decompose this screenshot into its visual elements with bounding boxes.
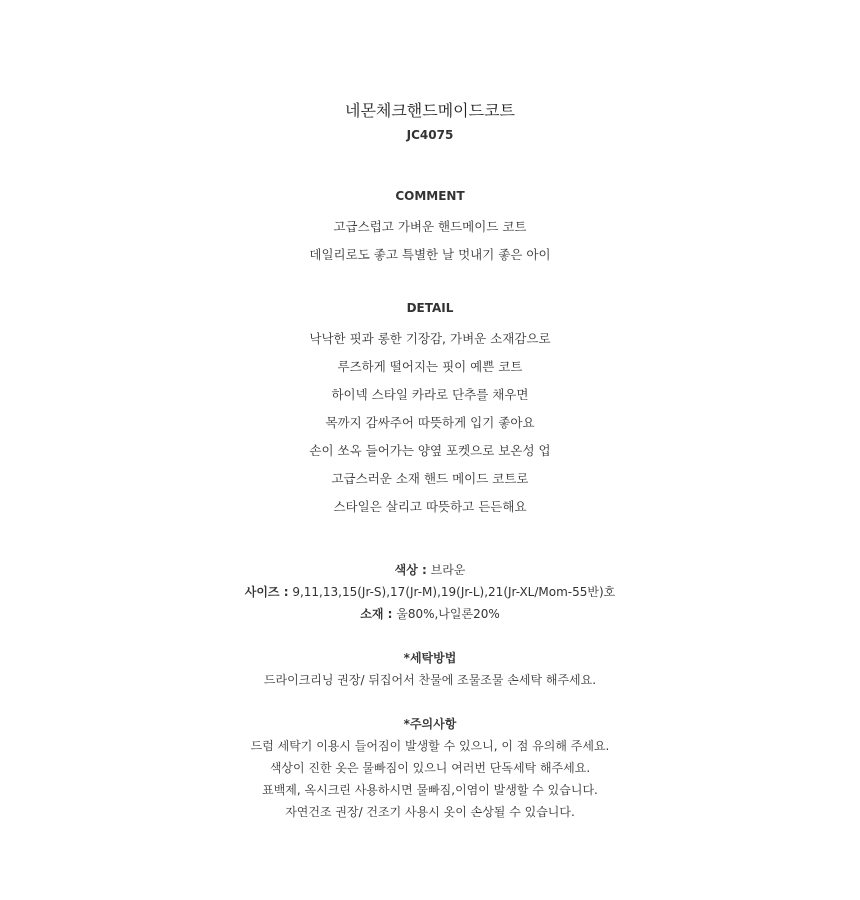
- spec-size-label: 사이즈 :: [244, 585, 289, 599]
- spec-size: [0, 583, 860, 600]
- product-name: 네몬체크핸드메이드코트: [344, 101, 516, 120]
- spec-color-value: 브라운: [426, 563, 466, 577]
- detail-heading: DETAIL: [406, 301, 454, 315]
- spec-color-label: 색상 :: [394, 563, 427, 577]
- spec-material-value: 울80%,나일론20%: [392, 607, 500, 621]
- caution-line: 드럼 세탁기 이용시 들어짐이 발생할 수 있으니, 이 점 유의해 주세요.: [250, 739, 610, 753]
- detail-line: 루즈하게 떨어지는 핏이 예쁜 코트: [337, 359, 523, 374]
- caution-heading: *주의사항: [403, 717, 457, 731]
- comment-line: 데일리로도 좋고 특별한 날 멋내기 좋은 아이: [309, 247, 551, 262]
- detail-line: 스타일은 살리고 따뜻하고 든든해요: [333, 499, 527, 514]
- caution-line: 자연건조 권장/ 건조기 사용시 옷이 손상될 수 있습니다.: [285, 805, 575, 819]
- detail-line: 하이넥 스타일 카라로 단추를 채우면: [331, 387, 529, 402]
- product-code: JC4075: [406, 128, 454, 142]
- detail-line: 목까지 감싸주어 따뜻하게 입기 좋아요: [325, 415, 535, 430]
- spec-material-label: 소재 :: [360, 607, 393, 621]
- spec-size-value: 9,11,13,15(Jr-S),17(Jr-M),19(Jr-L),21(Jr-XL/Mom-55반)호: [288, 585, 616, 599]
- detail-line: 낙낙한 핏과 롱한 기장감, 가벼운 소재감으로: [309, 331, 551, 346]
- detail-line: 고급스러운 소재 핸드 메이드 코트로: [331, 471, 529, 486]
- spec-color: [0, 561, 860, 578]
- comment-heading: COMMENT: [395, 189, 465, 203]
- detail-line: 손이 쏘옥 들어가는 양옆 포켓으로 보온성 업: [309, 443, 551, 458]
- caution-line: 표백제, 옥시크린 사용하시면 물빠짐,이염이 발생할 수 있습니다.: [262, 783, 598, 797]
- caution-line: 색상이 진한 옷은 물빠짐이 있으니 여러번 단독세탁 해주세요.: [269, 761, 591, 775]
- spec-material: [0, 605, 860, 622]
- comment-line: 고급스럽고 가벼운 핸드메이드 코트: [333, 219, 527, 234]
- washing-heading: *세탁방법: [403, 651, 457, 665]
- washing-text: 드라이크리닝 권장/ 뒤집어서 찬물에 조물조물 손세탁 해주세요.: [263, 673, 597, 687]
